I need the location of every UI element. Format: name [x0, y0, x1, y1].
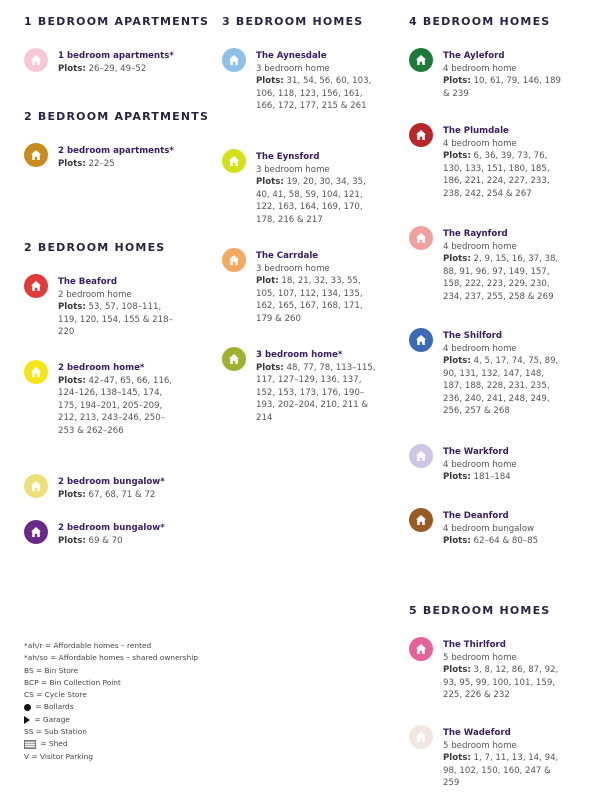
- house-type-name: The Wadeford: [443, 728, 511, 738]
- plots-values: 22–25: [85, 158, 115, 169]
- entry-3-bedroom-home: [222, 349, 376, 424]
- house-type-description: 5 bedroom home: [443, 652, 517, 663]
- plots-label: Plots:: [443, 356, 471, 366]
- plots-values: 69 & 70: [85, 535, 123, 546]
- plots-label: Plots:: [58, 302, 86, 312]
- plots-label: Plots:: [58, 375, 86, 386]
- plots-label: Plots:: [256, 76, 284, 86]
- entry-beaford: [24, 276, 178, 339]
- house-type-description: 2 bedroom home: [58, 289, 132, 300]
- house-icon: [24, 360, 48, 384]
- house-type-description: 4 bedroom home: [443, 459, 517, 470]
- plots-values: 6, 36, 39, 73, 76, 130, 133, 151, 180, 185, 186, 221, 224, 227, 233, 238, 242, 254 & 267: [443, 151, 550, 199]
- legend-text: BS = Bin Store: [24, 665, 79, 675]
- plots-label: Plots:: [443, 472, 471, 482]
- plots-label: Plots:: [58, 158, 86, 169]
- house-icon: [409, 637, 433, 661]
- house-icon-glyph: [415, 514, 427, 526]
- house-type-info: [58, 50, 178, 75]
- section-2-bedroom-homes: [24, 241, 165, 254]
- house-type-name: The Beaford: [58, 277, 118, 287]
- legend-text: = Garage: [32, 714, 70, 724]
- house-icon: [222, 48, 246, 72]
- legend-text: *ah/so = Affordable homes – shared ownership: [24, 653, 198, 663]
- house-type-info: [443, 330, 563, 418]
- house-type-info: [58, 522, 178, 547]
- entry-deanford: [409, 510, 563, 548]
- house-icon: [409, 444, 433, 468]
- plots-values: 26–29, 49–52: [85, 63, 147, 74]
- house-icon-glyph: [415, 54, 427, 66]
- house-icon-glyph: [415, 643, 427, 655]
- house-type-info: [256, 50, 376, 113]
- house-type-info: [58, 145, 178, 170]
- entry-thirlford: [409, 639, 563, 702]
- house-type-info: [443, 510, 563, 548]
- plots-list: [443, 752, 563, 790]
- house-type-name: The Deanford: [443, 511, 509, 521]
- section-title: 2 BEDROOM APARTMENTS: [24, 110, 210, 123]
- plots-label: Plots:: [58, 63, 86, 74]
- house-type-name: 2 bedroom bungalow*: [58, 523, 165, 533]
- house-type-name: 2 bedroom apartments*: [58, 146, 174, 156]
- house-icon: [222, 347, 246, 371]
- entry-2-bedroom-apartments: [24, 145, 178, 170]
- house-type-description: 4 bedroom home: [443, 138, 517, 149]
- entry-eynsford: [222, 151, 376, 226]
- house-icon-glyph: [415, 731, 427, 743]
- entry-2-bedroom-bungalow-a: [24, 476, 178, 501]
- house-type-description: 3 bedroom home: [256, 263, 330, 274]
- house-type-info: [443, 446, 563, 484]
- section-title: 5 BEDROOM HOMES: [409, 604, 551, 617]
- house-type-name: The Raynford: [443, 229, 508, 239]
- section-4-bedroom-homes: [409, 15, 550, 28]
- house-icon-glyph: [415, 129, 427, 141]
- house-icon-glyph: [30, 480, 42, 492]
- legend: [24, 640, 198, 763]
- house-type-name: The Eynsford: [256, 152, 320, 162]
- legend-text: = Bollards: [33, 702, 74, 712]
- house-type-name: The Shilford: [443, 331, 503, 341]
- plots-values: 48, 77, 78, 113–115, 117, 127–129, 136, 137, 152, 153, 173, 176, 190–193, 202–204, 210, 211 & 214: [256, 362, 376, 423]
- entry-aynesdale: [222, 50, 376, 113]
- entry-1-bedroom-apartments: [24, 50, 178, 75]
- plots-list: [58, 375, 178, 438]
- house-type-description: 4 bedroom bungalow: [443, 523, 535, 534]
- plots-list: [58, 535, 178, 548]
- plots-list: [256, 75, 376, 113]
- plots-values: 1, 7, 11, 13, 14, 94, 98, 102, 150, 160, 247 & 259: [443, 753, 559, 788]
- plots-list: [443, 535, 563, 548]
- legend-item: [24, 677, 198, 689]
- legend-text: CS = Cycle Store: [24, 690, 87, 700]
- house-icon: [24, 143, 48, 167]
- legend-item: [24, 652, 198, 664]
- plots-list: [443, 355, 563, 418]
- house-icon: [222, 248, 246, 272]
- house-icon-glyph: [415, 232, 427, 244]
- section-title: 4 BEDROOM HOMES: [409, 15, 551, 28]
- house-type-info: [256, 151, 376, 226]
- house-icon: [409, 48, 433, 72]
- plots-label: Plots:: [443, 665, 471, 675]
- dot-icon: [24, 704, 31, 711]
- entry-2-bedroom-home: [24, 362, 178, 437]
- house-type-info: [443, 727, 563, 790]
- house-type-name: 2 bedroom home*: [58, 363, 145, 373]
- plots-list: [58, 301, 178, 339]
- plots-label: Plots:: [443, 536, 471, 546]
- plots-list: [58, 158, 178, 171]
- entry-warkford: [409, 446, 563, 484]
- shed-icon: [24, 740, 36, 749]
- house-icon: [222, 149, 246, 173]
- plots-label: Plots:: [256, 177, 284, 187]
- house-type-info: [443, 639, 563, 702]
- house-type-info: [443, 228, 563, 303]
- house-type-description: 5 bedroom home: [443, 740, 517, 751]
- plots-list: [443, 75, 563, 100]
- entry-ayleford: [409, 50, 563, 100]
- plots-list: [443, 150, 563, 200]
- section-5-bedroom-homes: [409, 604, 550, 617]
- house-icon: [24, 274, 48, 298]
- house-icon-glyph: [228, 353, 240, 365]
- section-title: 1 BEDROOM APARTMENTS: [24, 15, 210, 28]
- plots-list: [443, 471, 563, 484]
- section-title: 3 BEDROOM HOMES: [222, 15, 364, 28]
- house-type-name: The Carrdale: [256, 251, 319, 261]
- house-icon: [409, 725, 433, 749]
- house-type-description: 3 bedroom home: [256, 164, 330, 175]
- plots-values: 3, 8, 12, 86, 87, 92, 93, 95, 99, 100, 101, 159, 225, 226 & 232: [443, 665, 559, 700]
- plots-values: 10, 61, 79, 146, 189 & 239: [443, 76, 562, 99]
- house-icon-glyph: [228, 155, 240, 167]
- legend-item: [24, 640, 198, 652]
- house-icon-glyph: [30, 149, 42, 161]
- legend-text: = Shed: [38, 739, 68, 749]
- legend-text: *ah/r = Affordable homes – rented: [24, 641, 152, 650]
- house-type-info: [58, 362, 178, 437]
- entry-carrdale: [222, 250, 376, 325]
- plots-list: [58, 489, 178, 502]
- plots-values: 19, 20, 30, 34, 35, 40, 41, 58, 59, 104, 121, 122, 163, 164, 169, 170, 178, 216 & 217: [256, 177, 366, 225]
- house-icon-glyph: [415, 334, 427, 346]
- house-type-description: 4 bedroom home: [443, 343, 517, 354]
- house-type-name: The Thirlford: [443, 640, 506, 650]
- house-type-info: [256, 250, 376, 325]
- house-type-name: The Aynesdale: [256, 51, 327, 61]
- entry-shilford: [409, 330, 563, 418]
- house-icon-glyph: [228, 254, 240, 266]
- house-icon: [24, 48, 48, 72]
- house-type-name: The Warkford: [443, 447, 509, 457]
- entry-wadeford: [409, 727, 563, 790]
- legend-item: [24, 701, 198, 713]
- entry-plumdale: [409, 125, 563, 200]
- house-icon: [409, 226, 433, 250]
- house-type-info: [443, 125, 563, 200]
- house-type-name: 3 bedroom home*: [256, 350, 343, 360]
- plots-values: 2, 9, 15, 16, 37, 38, 88, 91, 96, 97, 149, 157, 158, 222, 223, 229, 230, 234, 237, 255, 258 & 269: [443, 254, 559, 302]
- legend-text: BCP = Bin Collection Point: [24, 677, 121, 687]
- plots-label: Plots:: [256, 362, 284, 373]
- plots-label: Plots:: [58, 489, 86, 500]
- house-icon: [24, 520, 48, 544]
- house-type-description: 3 bedroom home: [256, 63, 330, 74]
- house-type-description: 4 bedroom home: [443, 63, 517, 74]
- house-type-name: The Ayleford: [443, 51, 505, 61]
- section-1-bedroom-apartments: [24, 15, 209, 28]
- house-type-name: 1 bedroom apartments*: [58, 51, 174, 61]
- house-type-description: 4 bedroom home: [443, 241, 517, 252]
- house-type-info: [58, 276, 178, 339]
- house-type-info: [256, 349, 376, 424]
- plots-values: 42–47, 65, 66, 116, 124–126, 138–145, 174, 175, 194–201, 205–209, 212, 213, 243–246, 250–253 & 262–266: [58, 375, 173, 436]
- plots-label: Plots:: [443, 753, 471, 763]
- plots-values: 31, 54, 56, 60, 103, 106, 118, 123, 156, 161, 166, 172, 177, 215 & 261: [256, 76, 372, 111]
- house-type-name: 2 bedroom bungalow*: [58, 477, 165, 487]
- plots-values: 67, 68, 71 & 72: [85, 489, 156, 500]
- plots-label: Plots:: [58, 535, 86, 546]
- house-type-name: The Plumdale: [443, 126, 509, 136]
- plots-label: Plot:: [256, 276, 279, 286]
- plots-list: [256, 176, 376, 226]
- house-icon: [409, 508, 433, 532]
- house-icon: [409, 123, 433, 147]
- section-3-bedroom-homes: [222, 15, 363, 28]
- house-icon-glyph: [30, 54, 42, 66]
- house-icon-glyph: [30, 526, 42, 538]
- house-icon-glyph: [30, 280, 42, 292]
- plots-label: Plots:: [443, 76, 471, 86]
- legend-item: [24, 714, 198, 726]
- house-icon: [409, 328, 433, 352]
- house-icon-glyph: [415, 450, 427, 462]
- legend-item: [24, 738, 198, 750]
- plots-list: [58, 63, 178, 76]
- house-type-info: [443, 50, 563, 100]
- plots-list: [443, 253, 563, 303]
- plots-list: [256, 275, 376, 325]
- section-title: 2 BEDROOM HOMES: [24, 241, 166, 254]
- legend-text: V = Visitor Parking: [24, 751, 94, 761]
- plots-list: [443, 664, 563, 702]
- entry-raynford: [409, 228, 563, 303]
- legend-item: [24, 726, 198, 738]
- house-type-info: [58, 476, 178, 501]
- house-icon: [24, 474, 48, 498]
- plots-values: 62–64 & 80–85: [470, 536, 539, 546]
- plots-label: Plots:: [443, 254, 471, 264]
- legend-text: SS = Sub Station: [24, 727, 87, 737]
- plots-label: Plots:: [443, 151, 471, 161]
- section-2-bedroom-apartments: [24, 110, 209, 123]
- legend-item: [24, 689, 198, 701]
- legend-item: [24, 751, 198, 763]
- plots-values: 4, 5, 17, 74, 75, 89, 90, 131, 132, 147, 148, 187, 188, 228, 231, 235, 236, 240, 241, 248, 249, 256, 257 & 268: [443, 356, 559, 416]
- plots-values: 53, 57, 108–111, 119, 120, 154, 155 & 218–220: [58, 302, 173, 337]
- plots-list: [256, 362, 376, 425]
- entry-2-bedroom-bungalow-b: [24, 522, 178, 547]
- legend-item: [24, 665, 198, 677]
- house-icon-glyph: [30, 366, 42, 378]
- plots-values: 181–184: [470, 472, 511, 482]
- triangle-icon: [24, 716, 30, 724]
- plots-values: 18, 21, 32, 33, 55, 105, 107, 112, 134, 135, 162, 165, 167, 168, 171, 179 & 260: [256, 276, 363, 324]
- house-icon-glyph: [228, 54, 240, 66]
